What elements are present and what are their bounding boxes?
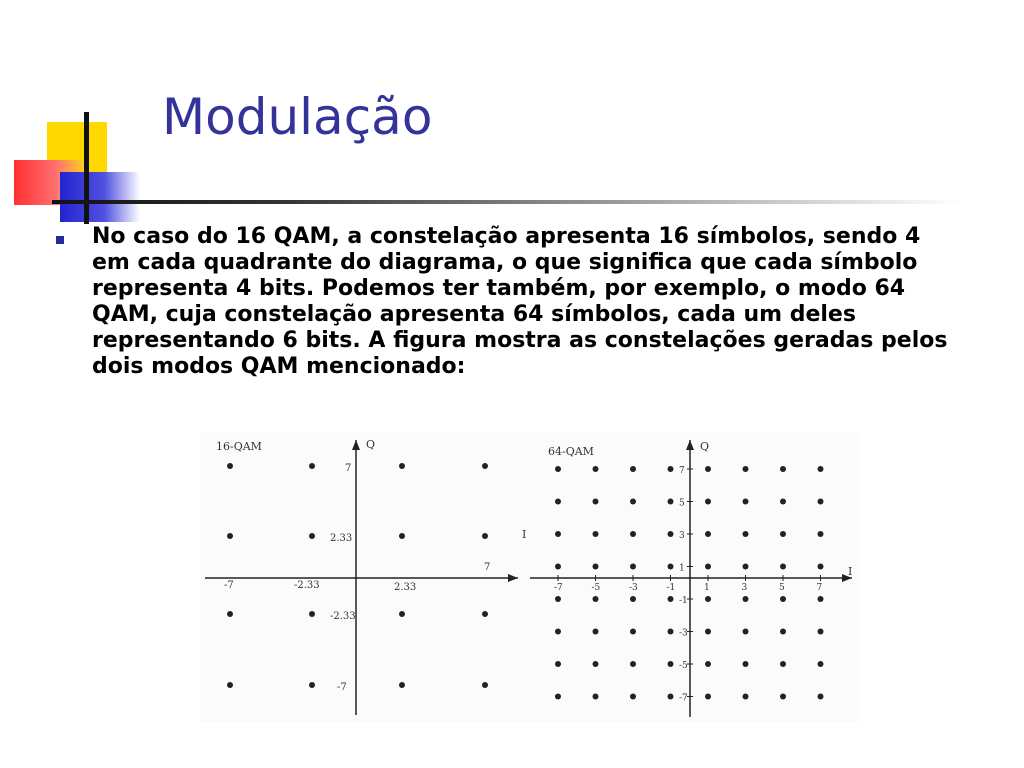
tick-label: 7 — [345, 463, 352, 474]
constellation-point-16qam — [227, 463, 233, 469]
tick-label: -1 — [666, 583, 676, 593]
constellation-point-64qam — [630, 596, 636, 602]
bullet-icon — [56, 236, 64, 244]
tick-label: 2.33 — [394, 582, 417, 593]
constellation-point-64qam — [705, 499, 711, 505]
constellation-point-16qam — [227, 611, 233, 617]
constellation-point-64qam — [705, 661, 711, 667]
constellation-point-64qam — [593, 596, 599, 602]
constellation-point-64qam — [780, 499, 786, 505]
constellation-point-64qam — [668, 499, 674, 505]
constellation-point-64qam — [743, 531, 749, 537]
constellation-point-64qam — [743, 564, 749, 570]
decor-vertical-line — [84, 112, 89, 224]
constellation-point-64qam — [818, 596, 824, 602]
axis-label-i-64qam: I — [522, 528, 527, 541]
constellation-point-64qam — [668, 629, 674, 635]
qam-constellation-svg — [200, 432, 860, 722]
constellation-point-64qam — [743, 629, 749, 635]
constellation-point-64qam — [593, 531, 599, 537]
constellation-point-64qam — [668, 564, 674, 570]
constellation-point-16qam — [399, 611, 405, 617]
constellation-point-64qam — [705, 694, 711, 700]
tick-label: -2.33 — [294, 580, 320, 591]
constellation-point-64qam — [818, 629, 824, 635]
constellation-point-64qam — [555, 694, 561, 700]
constellation-point-16qam — [227, 533, 233, 539]
tick-label: -7 — [337, 682, 347, 693]
constellation-point-16qam — [482, 611, 488, 617]
constellation-point-64qam — [593, 694, 599, 700]
constellation-point-64qam — [818, 531, 824, 537]
tick-label: 3 — [679, 531, 685, 541]
tick-label: -2.33 — [330, 611, 356, 622]
decor-blue-square — [60, 172, 140, 222]
constellation-point-64qam — [780, 661, 786, 667]
axis-label-q-16qam: Q — [366, 438, 376, 451]
constellation-point-64qam — [705, 466, 711, 472]
constellation-point-64qam — [780, 694, 786, 700]
constellation-point-64qam — [555, 466, 561, 472]
constellation-point-16qam — [227, 682, 233, 688]
constellation-point-64qam — [593, 466, 599, 472]
constellation-point-64qam — [705, 531, 711, 537]
tick-label: 2.33 — [330, 533, 353, 544]
tick-label: 5 — [779, 583, 785, 593]
slide-title: Modulação — [162, 88, 433, 146]
constellation-point-16qam — [399, 533, 405, 539]
tick-label: -7 — [554, 583, 563, 593]
constellation-point-64qam — [743, 596, 749, 602]
constellation-point-16qam — [482, 463, 488, 469]
constellation-point-64qam — [593, 564, 599, 570]
constellation-point-64qam — [780, 629, 786, 635]
constellation-point-64qam — [705, 564, 711, 570]
constellation-point-16qam — [309, 533, 315, 539]
constellation-point-64qam — [780, 531, 786, 537]
tick-label: -7 — [224, 580, 234, 591]
constellation-point-64qam — [780, 596, 786, 602]
tick-label: 7 — [484, 562, 491, 573]
constellation-point-64qam — [630, 499, 636, 505]
constellation-point-64qam — [818, 661, 824, 667]
constellation-point-64qam — [743, 499, 749, 505]
constellation-point-64qam — [555, 499, 561, 505]
constellation-point-16qam — [482, 533, 488, 539]
constellation-point-64qam — [780, 466, 786, 472]
constellation-point-64qam — [593, 661, 599, 667]
constellation-point-64qam — [743, 661, 749, 667]
chart-title-64qam: 64-QAM — [548, 445, 594, 458]
constellation-point-64qam — [555, 596, 561, 602]
constellation-point-64qam — [818, 694, 824, 700]
constellation-point-64qam — [668, 531, 674, 537]
constellation-point-64qam — [630, 661, 636, 667]
constellation-point-64qam — [705, 629, 711, 635]
tick-label: -7 — [679, 693, 688, 704]
constellation-point-64qam — [555, 564, 561, 570]
constellation-point-64qam — [818, 499, 824, 505]
constellation-point-64qam — [630, 629, 636, 635]
figure-background — [200, 432, 860, 722]
tick-label: 7 — [679, 466, 685, 476]
constellation-point-64qam — [630, 694, 636, 700]
tick-label: 1 — [704, 583, 710, 593]
constellation-point-64qam — [705, 596, 711, 602]
constellation-point-64qam — [818, 564, 824, 570]
constellation-point-64qam — [593, 499, 599, 505]
constellation-point-64qam — [630, 531, 636, 537]
constellation-point-64qam — [630, 466, 636, 472]
constellation-point-16qam — [399, 463, 405, 469]
constellation-point-16qam — [309, 611, 315, 617]
constellation-point-16qam — [309, 463, 315, 469]
constellation-point-64qam — [743, 466, 749, 472]
chart-title-16qam: 16-QAM — [216, 440, 262, 453]
constellation-point-64qam — [668, 694, 674, 700]
constellation-point-64qam — [668, 596, 674, 602]
tick-label: 3 — [741, 583, 748, 593]
constellation-point-64qam — [668, 466, 674, 472]
constellation-point-64qam — [668, 661, 674, 667]
constellation-point-64qam — [630, 564, 636, 570]
slide-body-text: No caso do 16 QAM, a constelação apresenta 16 símbolos, sendo 4 em cada quadrante do diagrama, o que significa que cada símbolo representa 4 bits. Podemos ter também, por exemplo, o modo 64 QAM, cuja constelação apresenta 64 símbolos, cada um deles representando 6 bits. A figura mostra as constelações geradas pelos dois modos QAM mencionado: — [92, 224, 948, 379]
constellation-point-16qam — [482, 682, 488, 688]
constellation-point-64qam — [555, 531, 561, 537]
tick-label: -3 — [679, 628, 688, 639]
qam-constellation-figure — [200, 432, 860, 722]
tick-label: -5 — [679, 661, 688, 671]
tick-label: -5 — [591, 583, 601, 593]
axis-label-q-64qam: Q — [700, 440, 710, 453]
tick-label: 1 — [679, 563, 685, 574]
constellation-point-64qam — [555, 629, 561, 635]
axis-label-i-right-64qam: I — [848, 565, 853, 578]
constellation-point-64qam — [818, 466, 824, 472]
constellation-point-64qam — [780, 564, 786, 570]
title-underline — [52, 200, 962, 204]
constellation-point-64qam — [555, 661, 561, 667]
tick-label: -1 — [679, 596, 688, 606]
tick-label: 7 — [816, 583, 823, 593]
constellation-point-16qam — [399, 682, 405, 688]
constellation-point-64qam — [743, 694, 749, 700]
tick-label: -3 — [629, 583, 638, 593]
constellation-point-64qam — [593, 629, 599, 635]
tick-label: 5 — [679, 498, 685, 509]
constellation-point-16qam — [309, 682, 315, 688]
